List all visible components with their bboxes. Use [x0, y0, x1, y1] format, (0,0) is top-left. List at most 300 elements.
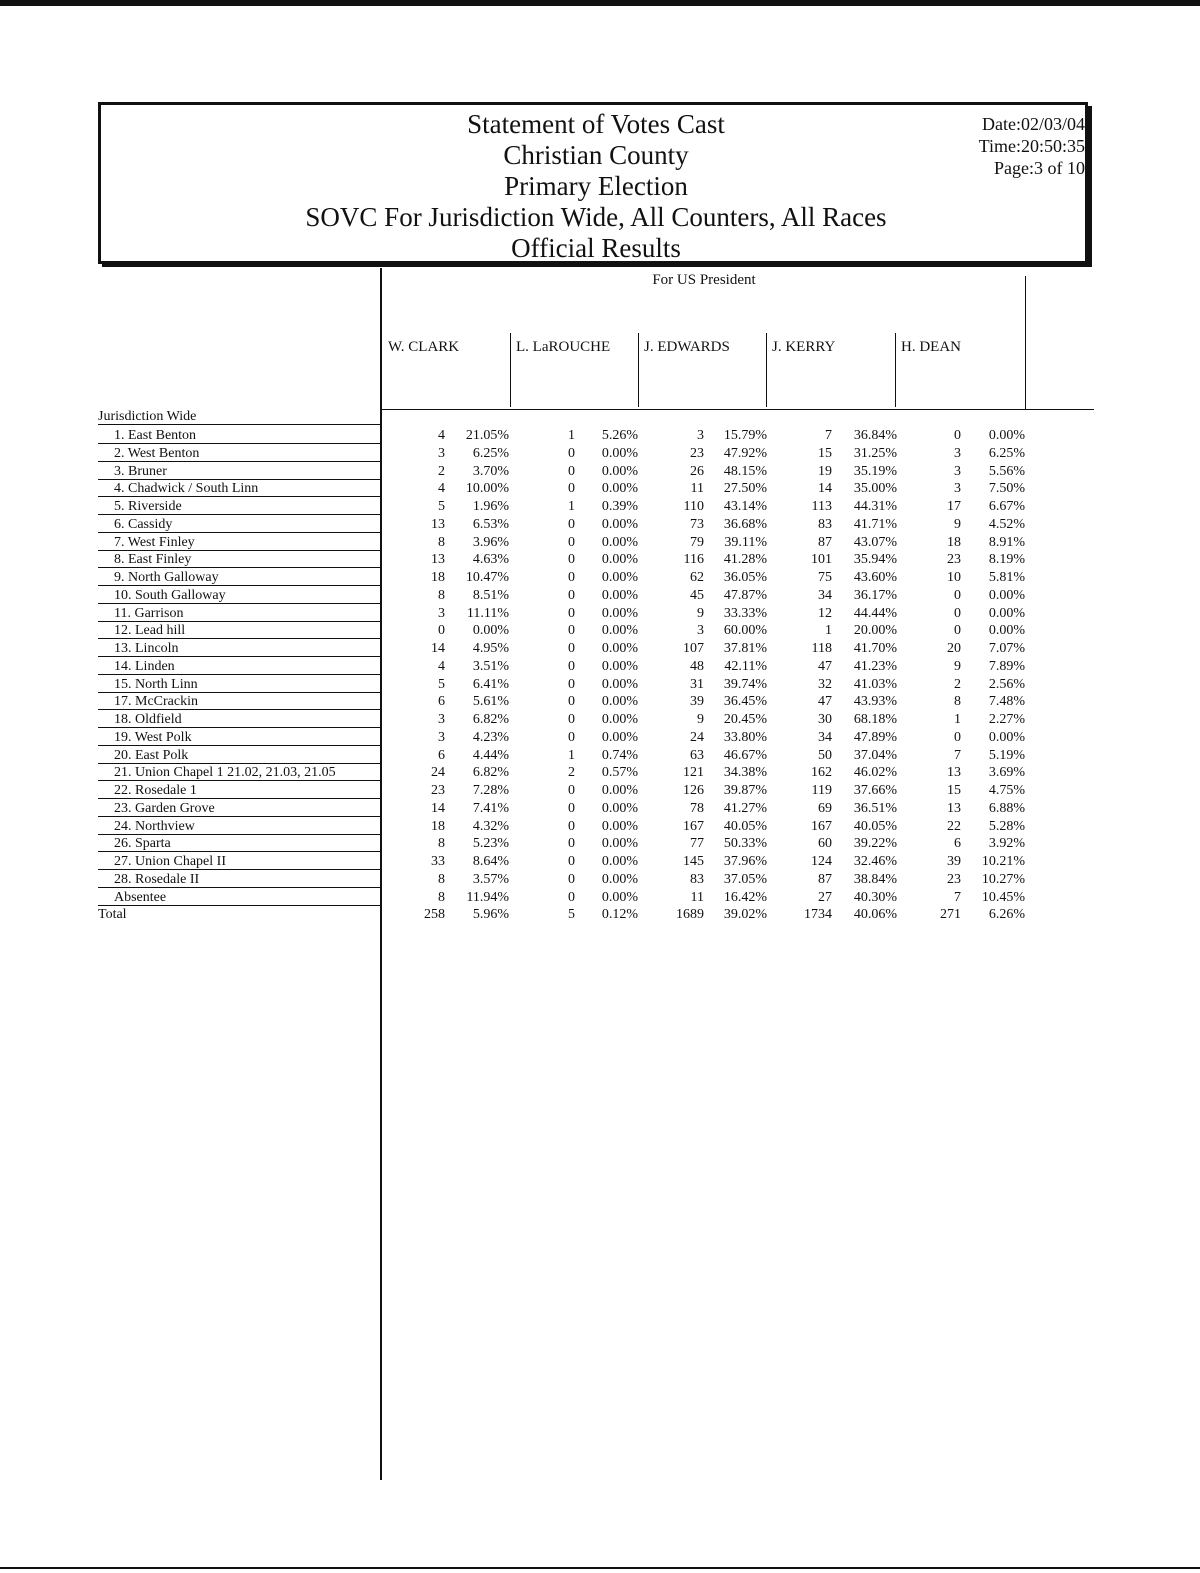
- precinct-name: 14. Linden: [114, 658, 175, 674]
- vote-count: 34: [818, 729, 832, 745]
- vote-percent: 15.79%: [723, 428, 767, 443]
- vote-percent: 11.94%: [466, 889, 509, 905]
- vote-count: 119: [811, 783, 832, 798]
- vote-count: 0: [568, 481, 575, 497]
- precinct-name: 22. Rosedale 1: [114, 783, 197, 798]
- vote-count: 50: [818, 747, 832, 763]
- candidate-header: H. DEAN: [901, 339, 961, 355]
- precinct-row-label-cell: [98, 693, 382, 710]
- vote-percent: 5.96%: [472, 907, 509, 923]
- vote-percent: 8.91%: [988, 534, 1025, 550]
- vote-count: 39: [690, 694, 704, 710]
- vote-count: 14: [818, 481, 832, 497]
- vote-count: 20: [947, 641, 961, 656]
- precinct-name: 3. Bruner: [114, 463, 167, 479]
- vote-count: 6: [438, 694, 445, 710]
- vote-count: 79: [690, 534, 704, 550]
- vote-count: 30: [818, 712, 832, 727]
- vote-percent: 41.71%: [853, 516, 897, 532]
- precinct-row-label-cell: [98, 729, 382, 746]
- vote-percent: 3.92%: [988, 836, 1025, 852]
- vote-percent: 35.19%: [853, 463, 897, 479]
- vote-count: 7: [825, 428, 832, 443]
- vote-count: 0: [568, 836, 575, 852]
- vote-count: 14: [431, 641, 445, 656]
- vote-count: 8: [438, 587, 445, 603]
- vote-percent: 5.26%: [601, 428, 638, 443]
- vote-percent: 6.67%: [988, 499, 1025, 514]
- candidate-header: W. CLARK: [388, 339, 460, 355]
- precinct-row-label-cell: [98, 800, 382, 817]
- vote-percent: 20.45%: [723, 712, 767, 727]
- vote-count: 3: [697, 623, 704, 639]
- vote-percent: 10.27%: [981, 871, 1025, 887]
- vote-percent: 43.07%: [853, 534, 897, 550]
- vote-percent: 33.33%: [723, 605, 767, 621]
- vote-percent: 10.00%: [465, 481, 509, 497]
- vote-percent: 36.17%: [853, 587, 897, 603]
- vote-count: 47: [818, 658, 832, 674]
- header-shadow-bottom: [102, 263, 1092, 267]
- vote-percent: 3.51%: [472, 658, 509, 674]
- precinct-name: 10. South Galloway: [114, 587, 226, 603]
- vote-count: 2: [954, 676, 961, 692]
- report-meta: [979, 113, 1085, 179]
- vote-count: 73: [690, 516, 704, 532]
- precinct-name: 1. East Benton: [114, 428, 197, 443]
- report-date: Date:02/03/04: [982, 114, 1085, 134]
- vote-count: 3: [438, 712, 445, 727]
- vote-percent: 48.15%: [723, 463, 767, 479]
- vote-count: 0: [568, 889, 575, 905]
- vote-percent: 5.56%: [988, 463, 1025, 479]
- vote-percent: 7.41%: [472, 800, 509, 816]
- vote-percent: 0.00%: [601, 836, 638, 852]
- report-header-box: [98, 102, 1088, 264]
- precinct-row-label-cell: [98, 534, 382, 551]
- vote-count: 33: [431, 854, 445, 869]
- precinct-name: 27. Union Chapel II: [114, 854, 226, 869]
- vote-percent: 0.00%: [988, 623, 1025, 639]
- report-title-block: [101, 109, 1091, 264]
- vote-count: 1: [568, 499, 575, 514]
- precinct-name: 19. West Polk: [114, 729, 192, 745]
- vote-percent: 3.96%: [472, 534, 509, 550]
- vote-percent: 10.45%: [981, 889, 1025, 905]
- vote-count: 0: [568, 658, 575, 674]
- vote-count: 13: [431, 552, 445, 568]
- vote-count: 11: [690, 889, 704, 905]
- vote-count: 9: [954, 516, 961, 532]
- precinct-name: 9. North Galloway: [114, 570, 219, 585]
- vote-count: 1689: [676, 907, 704, 923]
- vote-percent: 44.31%: [853, 499, 897, 514]
- precinct-name: 7. West Finley: [114, 534, 195, 550]
- precinct-row-label-cell: [98, 835, 382, 852]
- vote-percent: 0.00%: [601, 889, 638, 905]
- precinct-row-label-cell: [98, 782, 382, 799]
- vote-percent: 11.11%: [466, 605, 509, 621]
- vote-percent: 46.02%: [853, 765, 897, 781]
- vote-count: 0: [954, 605, 961, 621]
- total-label: Total: [98, 907, 127, 923]
- vote-percent: 0.00%: [601, 854, 638, 869]
- vote-percent: 0.00%: [988, 587, 1025, 603]
- vote-percent: 38.84%: [853, 871, 897, 887]
- vote-percent: 27.50%: [723, 481, 767, 497]
- vote-percent: 5.81%: [988, 570, 1025, 585]
- precinct-name: 2. West Benton: [114, 445, 200, 461]
- vote-percent: 0.00%: [601, 712, 638, 727]
- vote-percent: 20.00%: [853, 623, 897, 639]
- vote-count: 9: [697, 605, 704, 621]
- vote-percent: 0.00%: [601, 570, 638, 585]
- vote-count: 7: [954, 889, 961, 905]
- vote-percent: 6.53%: [472, 516, 509, 532]
- vote-percent: 5.28%: [988, 818, 1025, 834]
- precinct-row-label-cell: [98, 889, 382, 906]
- vote-count: 0: [568, 587, 575, 603]
- precinct-name: 17. McCrackin: [114, 694, 198, 710]
- precinct-row-label-cell: [98, 480, 382, 497]
- precinct-name: 23. Garden Grove: [114, 800, 215, 816]
- vote-count: 0: [568, 552, 575, 568]
- vote-count: 17: [947, 499, 961, 514]
- vote-percent: 31.25%: [853, 445, 897, 461]
- vote-percent: 43.60%: [853, 570, 897, 585]
- vote-count: 26: [690, 463, 704, 479]
- vote-count: 24: [431, 765, 445, 781]
- vote-count: 0: [568, 871, 575, 887]
- vote-count: 87: [818, 871, 832, 887]
- vote-percent: 0.00%: [601, 534, 638, 550]
- vote-percent: 0.00%: [601, 729, 638, 745]
- vote-percent: 0.00%: [601, 783, 638, 798]
- vote-percent: 0.39%: [601, 499, 638, 514]
- vote-percent: 4.75%: [988, 783, 1025, 798]
- vote-percent: 0.00%: [601, 800, 638, 816]
- vote-percent: 0.00%: [988, 428, 1025, 443]
- vote-count: 11: [690, 481, 704, 497]
- precinct-name: 12. Lead hill: [114, 623, 186, 639]
- vote-count: 3: [438, 605, 445, 621]
- vote-count: 126: [683, 783, 704, 798]
- vote-count: 22: [947, 818, 961, 834]
- vote-percent: 68.18%: [853, 712, 897, 727]
- vote-count: 31: [690, 676, 704, 692]
- vote-percent: 0.74%: [601, 747, 638, 763]
- vote-count: 107: [683, 641, 704, 656]
- vote-percent: 0.00%: [601, 694, 638, 710]
- vote-percent: 0.00%: [601, 481, 638, 497]
- vote-percent: 4.52%: [988, 516, 1025, 532]
- vote-count: 3: [954, 445, 961, 461]
- vote-count: 19: [818, 463, 832, 479]
- vote-count: 39: [947, 854, 961, 869]
- precinct-row-label-cell: [98, 622, 382, 639]
- precinct-row-label-cell: [98, 747, 382, 764]
- vote-count: 110: [683, 499, 704, 514]
- vote-count: 0: [568, 694, 575, 710]
- vote-percent: 36.05%: [723, 570, 767, 585]
- vote-percent: 5.61%: [472, 694, 509, 710]
- vote-count: 6: [438, 747, 445, 763]
- vote-count: 118: [811, 641, 832, 656]
- vote-count: 77: [690, 836, 704, 852]
- vote-count: 0: [568, 818, 575, 834]
- vote-count: 8: [438, 871, 445, 887]
- vote-percent: 7.28%: [472, 783, 509, 798]
- precinct-name: 21. Union Chapel 1 21.02, 21.03, 21.05: [114, 765, 336, 781]
- report-scope: SOVC For Jurisdiction Wide, All Counters, All Races: [305, 202, 887, 232]
- precinct-row-label-cell: [98, 818, 382, 835]
- vote-percent: 4.95%: [472, 641, 509, 656]
- candidate-column-divider: [638, 333, 639, 407]
- precinct-row-label-cell: [98, 764, 382, 781]
- vote-percent: 41.27%: [723, 800, 767, 816]
- candidate-column-divider: [510, 333, 511, 407]
- precinct-name: 20. East Polk: [114, 747, 189, 763]
- vote-percent: 37.96%: [723, 854, 767, 869]
- vote-percent: 0.00%: [601, 658, 638, 674]
- precinct-row-label-cell: [98, 463, 382, 480]
- vote-percent: 41.03%: [853, 676, 897, 692]
- vote-percent: 43.14%: [723, 499, 767, 514]
- vote-percent: 6.26%: [988, 907, 1025, 923]
- vote-count: 3: [438, 445, 445, 461]
- vote-percent: 0.12%: [601, 907, 638, 923]
- vote-percent: 40.06%: [853, 907, 897, 923]
- total-row-label-cell: [98, 906, 382, 923]
- vote-count: 5: [438, 676, 445, 692]
- precinct-row-label-cell: [98, 871, 382, 888]
- vote-count: 3: [954, 463, 961, 479]
- precinct-row-label-cell: [98, 498, 382, 515]
- vote-count: 24: [690, 729, 704, 745]
- vote-percent: 41.28%: [723, 552, 767, 568]
- vote-count: 1: [954, 712, 961, 727]
- precinct-name: Absentee: [114, 889, 167, 905]
- county-name: Christian County: [503, 140, 689, 170]
- precinct-name: 13. Lincoln: [114, 641, 179, 656]
- vote-count: 15: [818, 445, 832, 461]
- precinct-name: 15. North Linn: [114, 676, 198, 692]
- vote-percent: 0.00%: [601, 641, 638, 656]
- vote-percent: 0.00%: [601, 587, 638, 603]
- vote-percent: 42.11%: [724, 658, 767, 674]
- vote-count: 1: [568, 747, 575, 763]
- top-edge-rule: [0, 0, 1200, 6]
- vote-count: 0: [568, 534, 575, 550]
- precinct-name: 24. Northview: [114, 818, 195, 834]
- vote-percent: 50.33%: [723, 836, 767, 852]
- vote-count: 32: [818, 676, 832, 692]
- vote-percent: 34.38%: [723, 765, 767, 781]
- precinct-row-label-cell: [98, 640, 382, 657]
- row-underline: [98, 424, 382, 425]
- vote-percent: 46.67%: [723, 747, 767, 763]
- vote-count: 75: [818, 570, 832, 585]
- vote-count: 0: [954, 729, 961, 745]
- candidate-column-divider: [895, 333, 896, 407]
- candidate-header: J. KERRY: [772, 339, 836, 355]
- vote-percent: 3.70%: [472, 463, 509, 479]
- vote-count: 1: [568, 428, 575, 443]
- bottom-edge-rule: [0, 1567, 1200, 1569]
- vote-count: 23: [431, 783, 445, 798]
- vote-count: 271: [940, 907, 961, 923]
- vote-count: 101: [811, 552, 832, 568]
- vote-count: 23: [947, 552, 961, 568]
- vote-count: 0: [438, 623, 445, 639]
- vote-count: 13: [947, 800, 961, 816]
- vote-percent: 33.80%: [723, 729, 767, 745]
- vote-percent: 8.64%: [472, 854, 509, 869]
- precinct-name: 28. Rosedale II: [114, 871, 200, 887]
- vote-count: 4: [438, 428, 445, 443]
- results-status: Official Results: [511, 233, 681, 263]
- precinct-row-label-cell: [98, 569, 382, 586]
- vote-percent: 21.05%: [465, 428, 509, 443]
- vote-percent: 43.93%: [853, 694, 897, 710]
- vote-count: 15: [947, 783, 961, 798]
- vote-count: 34: [818, 587, 832, 603]
- vote-count: 167: [811, 818, 832, 834]
- vote-count: 0: [568, 783, 575, 798]
- candidate-header: L. LaROUCHE: [516, 339, 611, 355]
- vote-percent: 7.07%: [988, 641, 1025, 656]
- precinct-row-label-cell: [98, 551, 382, 568]
- precinct-name: 5. Riverside: [114, 499, 182, 514]
- vote-count: 0: [568, 854, 575, 869]
- vote-percent: 3.69%: [988, 765, 1025, 781]
- vote-percent: 39.87%: [723, 783, 767, 798]
- vote-count: 9: [954, 658, 961, 674]
- vote-percent: 0.00%: [601, 818, 638, 834]
- vote-percent: 0.00%: [472, 623, 509, 639]
- vote-percent: 40.05%: [853, 818, 897, 834]
- precinct-row-label-cell: [98, 711, 382, 728]
- vote-count: 18: [431, 818, 445, 834]
- vote-count: 1734: [804, 907, 832, 923]
- vote-percent: 60.00%: [723, 623, 767, 639]
- vote-percent: 39.02%: [723, 907, 767, 923]
- vote-percent: 39.22%: [853, 836, 897, 852]
- vote-percent: 4.63%: [472, 552, 509, 568]
- vote-percent: 47.92%: [723, 445, 767, 461]
- vote-count: 9: [697, 712, 704, 727]
- precinct-row-label-cell: [98, 427, 382, 444]
- vote-percent: 0.57%: [601, 765, 638, 781]
- candidate-header: J. EDWARDS: [644, 339, 730, 355]
- vote-count: 27: [818, 889, 832, 905]
- precinct-row-label-cell: [98, 676, 382, 693]
- vote-count: 8: [438, 534, 445, 550]
- vote-percent: 0.00%: [601, 623, 638, 639]
- vote-percent: 0.00%: [601, 605, 638, 621]
- vote-percent: 39.74%: [723, 676, 767, 692]
- vote-count: 0: [568, 712, 575, 727]
- vote-percent: 6.82%: [472, 765, 509, 781]
- candidate-column-divider: [766, 333, 767, 407]
- vote-count: 12: [818, 605, 832, 621]
- precinct-name: 18. Oldfield: [114, 712, 182, 727]
- precinct-row-label-cell: [98, 587, 382, 604]
- vote-count: 45: [690, 587, 704, 603]
- vote-count: 87: [818, 534, 832, 550]
- vote-percent: 37.66%: [853, 783, 897, 798]
- vote-percent: 37.05%: [723, 871, 767, 887]
- vote-count: 47: [818, 694, 832, 710]
- precinct-row-label-cell: [98, 658, 382, 675]
- vote-percent: 3.57%: [472, 871, 509, 887]
- vote-percent: 35.94%: [853, 552, 897, 568]
- vote-percent: 36.51%: [853, 800, 897, 816]
- vote-percent: 8.19%: [988, 552, 1025, 568]
- precinct-name: 4. Chadwick / South Linn: [114, 481, 259, 497]
- vote-count: 2: [438, 463, 445, 479]
- vote-count: 3: [438, 729, 445, 745]
- vote-count: 116: [683, 552, 704, 568]
- vote-count: 5: [568, 907, 575, 923]
- vote-percent: 41.23%: [853, 658, 897, 674]
- vote-count: 0: [954, 623, 961, 639]
- vote-count: 14: [431, 800, 445, 816]
- vote-percent: 0.00%: [988, 605, 1025, 621]
- vote-count: 4: [438, 658, 445, 674]
- vote-percent: 4.23%: [472, 729, 509, 745]
- vote-count: 121: [683, 765, 704, 781]
- vote-count: 0: [568, 463, 575, 479]
- vote-count: 124: [811, 854, 832, 869]
- precinct-row-label-cell: [98, 605, 382, 622]
- vote-percent: 0.00%: [601, 463, 638, 479]
- report-time: Time:20:50:35: [978, 136, 1085, 156]
- vote-percent: 32.46%: [853, 854, 897, 869]
- vote-percent: 40.30%: [853, 889, 897, 905]
- vote-count: 69: [818, 800, 832, 816]
- vote-count: 0: [568, 623, 575, 639]
- vote-count: 7: [954, 747, 961, 763]
- vote-count: 162: [811, 765, 832, 781]
- vote-count: 0: [568, 516, 575, 532]
- vote-count: 8: [438, 889, 445, 905]
- precinct-row-label-cell: [98, 853, 382, 870]
- vote-percent: 2.27%: [988, 712, 1025, 727]
- vote-percent: 10.47%: [465, 570, 509, 585]
- page-number: Page:3 of 10: [994, 158, 1085, 178]
- vote-percent: 1.96%: [472, 499, 509, 514]
- vote-count: 0: [954, 428, 961, 443]
- vote-percent: 37.81%: [723, 641, 767, 656]
- vote-percent: 0.00%: [601, 552, 638, 568]
- section-label-row: [98, 408, 382, 425]
- vote-count: 18: [947, 534, 961, 550]
- report-title: Statement of Votes Cast: [467, 109, 725, 139]
- vote-percent: 35.00%: [853, 481, 897, 497]
- vote-percent: 0.00%: [988, 729, 1025, 745]
- vote-count: 62: [690, 570, 704, 585]
- header-bottom-rule: [382, 409, 1094, 410]
- vote-count: 4: [438, 481, 445, 497]
- vote-count: 13: [947, 765, 961, 781]
- section-label: Jurisdiction Wide: [98, 409, 197, 424]
- vote-count: 48: [690, 658, 704, 674]
- vote-count: 0: [568, 641, 575, 656]
- vote-count: 5: [438, 499, 445, 514]
- vote-percent: 5.23%: [472, 836, 509, 852]
- table-right-divider: [1025, 276, 1026, 410]
